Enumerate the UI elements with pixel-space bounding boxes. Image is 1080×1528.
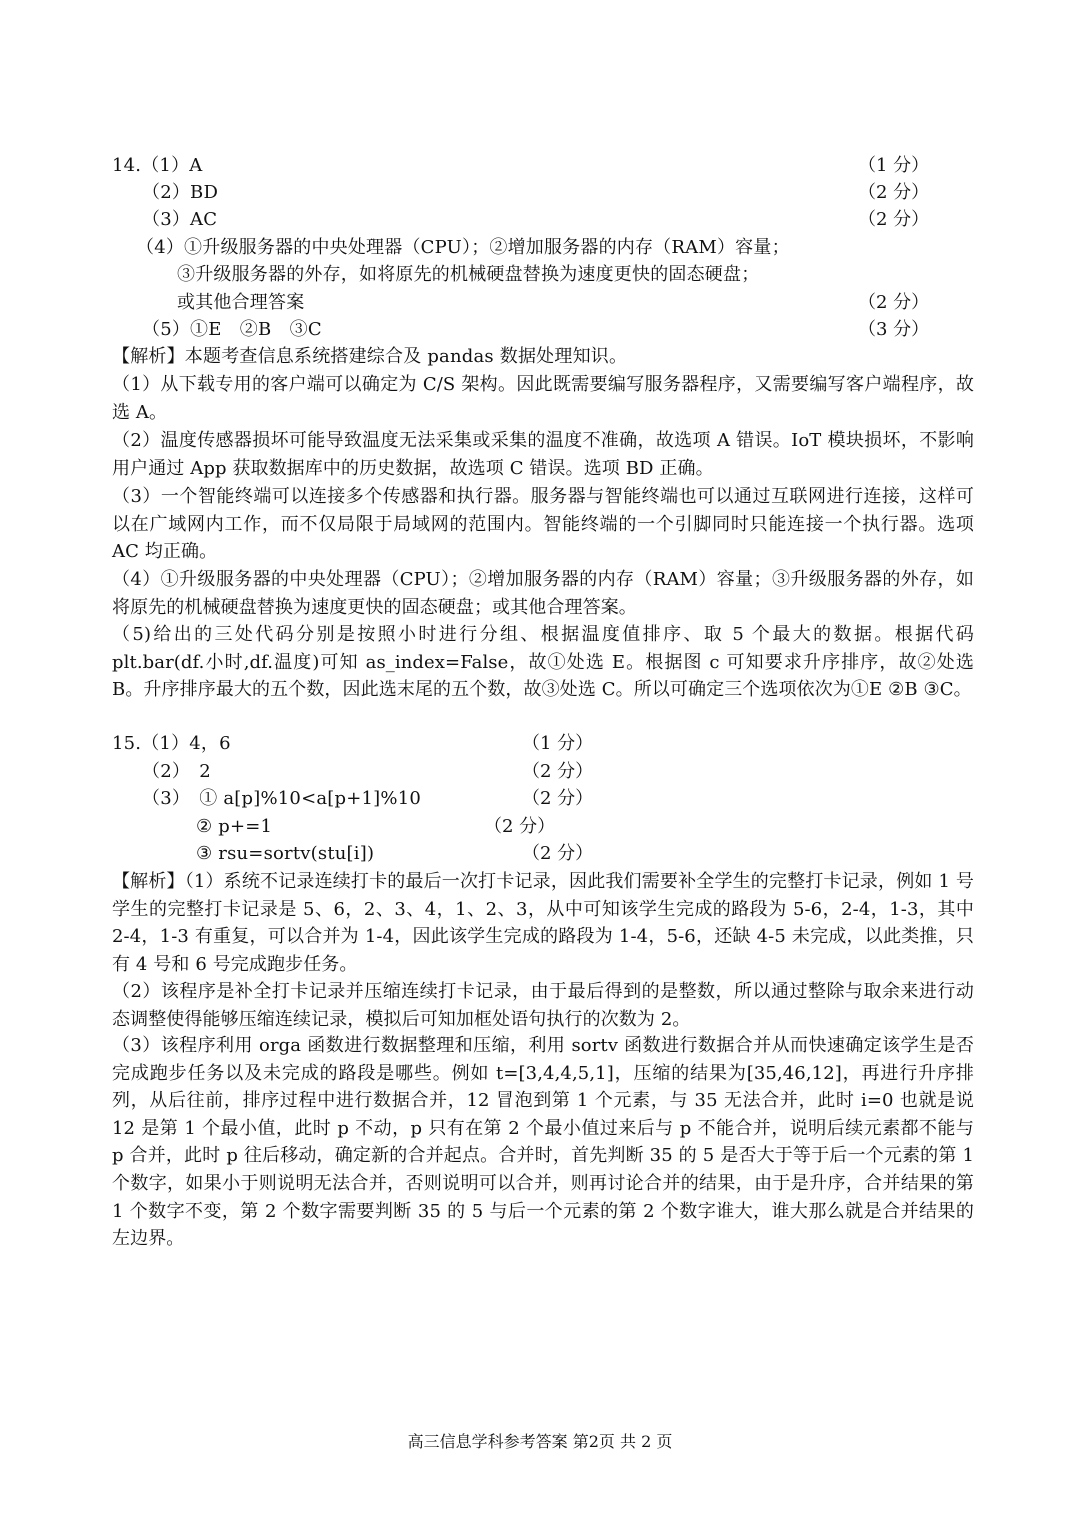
q14-part1: 14.（1）A [112, 155, 203, 176]
q14-part5-score: （3 分） [858, 319, 930, 340]
q15-part2: （2） 2 [142, 761, 211, 782]
q14-part3-score: （2 分） [858, 209, 930, 230]
q15-analysis-2: （2）该程序是补全打卡记录并压缩连续打卡记录，由于最后得到的是整数，所以通过整除与取余来进行动态调整使得能够压缩连续记录，模拟后可知加框处语句执行的次数为 2。 [112, 981, 974, 1030]
q15-part3-blank3-score: （2 分） [522, 843, 594, 864]
q15-part3-blank2-score: （2 分） [484, 816, 556, 837]
q15-part2-score: （2 分） [522, 761, 594, 782]
q15-analysis-3: （3）该程序利用 orga 函数进行数据整理和压缩，利用 sortv 函数进行数据合并从而快速确定该学生是否完成跑步任务以及未完成的路段是哪些。例如 t=[3,4,4,5,1]，压缩的结果为[35,46,12]，再进行升序排列，从后往前，排序过程中进行数据合并，12 冒泡到第 1 个元素，与 35 无法合并，此时 i=0 也就是说 12 是第 1 个最小值，此时 p 不动，p 只有在第 2 个最小值过来后与 p 不能合并，说明后续元素都不能与 p 合并，此时 p 往后移动，确定新的合并起点。合并时，首先判断 35 的 5 是否大于等于后一个元素的第 1 个数字，如果小于则说明无法合并，否则说明可以合并，则再讨论合并的结果，由于是升序，合并结果的第 1 个数字不变，第 2 个数字需要判断 35 的 5 与后一个元素的第 2 个数字谁大，谁大那么就是合并结果的左边界。 [112, 1035, 974, 1250]
q14-part3: （3）AC [142, 209, 218, 230]
q14-analysis-4: （4）①升级服务器的中央处理器（CPU）；②增加服务器的内存（RAM）容量；③升级服务器的外存，如将原先的机械硬盘替换为速度更快的固态硬盘；或其他合理答案。 [112, 569, 974, 618]
q15-analysis-1: 【解析】（1）系统不记录连续打卡的最后一次打卡记录，因此我们需要补全学生的完整打卡记录，例如 1 号学生的完整打卡记录是 5、6，2、3、4，1、2、3，从中可知该学生完成的路段为 5-6，2-4，1-3，其中 2-4，1-3 有重复，可以合并为 1-4，因此该学生完成的路段为 1-4，5-6，还缺 4-5 未完成，以此类推，只有 4 号和 6 号完成跑步任务。 [112, 871, 974, 975]
q15-part3-blank2: ② p+=1 [196, 816, 273, 837]
q14-part4-line3: 或其他合理答案 [177, 292, 305, 313]
q15-part3-blank1: （3） ① a[p]%10<a[p+1]%10 [142, 788, 422, 809]
q15-part1-score: （1 分） [522, 733, 594, 754]
q14-part1-score: （1 分） [858, 155, 930, 176]
q14-analysis-2: （2）温度传感器损坏可能导致温度无法采集或采集的温度不准确，故选项 A 错误。IoT 模块损坏，不影响用户通过 App 获取数据库中的历史数据，故选项 C 错误。选项 BD 正确。 [112, 430, 974, 479]
page-footer: 高三信息学科参考答案 第2页 共 2 页 [407, 1432, 673, 1451]
q14-part2: （2）BD [142, 182, 219, 203]
q14-analysis-1: （1）从下载专用的客户端可以确定为 C/S 架构。因此既需要编写服务器程序，又需要编写客户端程序，故选 A。 [112, 374, 974, 423]
q14-part2-score: （2 分） [858, 182, 930, 203]
q14-part4-line1: （4）①升级服务器的中央处理器（CPU）；②增加服务器的内存（RAM）容量； [136, 237, 790, 258]
q14-analysis-intro: 【解析】本题考查信息系统搭建综合及 pandas 数据处理知识。 [112, 346, 628, 367]
q15-part3-blank3: ③ rsu=sortv(stu[i]) [196, 843, 375, 864]
q15-part1: 15.（1）4，6 [112, 733, 231, 754]
q14-part4-line2: ③升级服务器的外存，如将原先的机械硬盘替换为速度更快的固态硬盘； [177, 264, 760, 285]
q14-analysis-5: （5)给出的三处代码分别是按照小时进行分组、根据温度值排序、取 5 个最大的数据。根据代码 plt.bar(df.小时,df.温度)可知 as_index=False，故①处选 E。根据图 c 可知要求升序排序，故②处选 B。升序排序最大的五个数，因此选末尾的五个数，故③处选 C。所以可确定三个选项依次为①E ②B ③C。 [112, 624, 974, 701]
q14-part5: （5）①E ②B ③C [142, 319, 322, 340]
q14-analysis-3: （3）一个智能终端可以连接多个传感器和执行器。服务器与智能终端也可以通过互联网进行连接，这样可以在广域网内工作，而不仅局限于局域网的范围内。智能终端的一个引脚同时只能连接一个执行器。选项 AC 均正确。 [112, 486, 974, 563]
q15-part3-blank1-score: （2 分） [522, 788, 594, 809]
q14-part4-score: （2 分） [858, 292, 930, 313]
